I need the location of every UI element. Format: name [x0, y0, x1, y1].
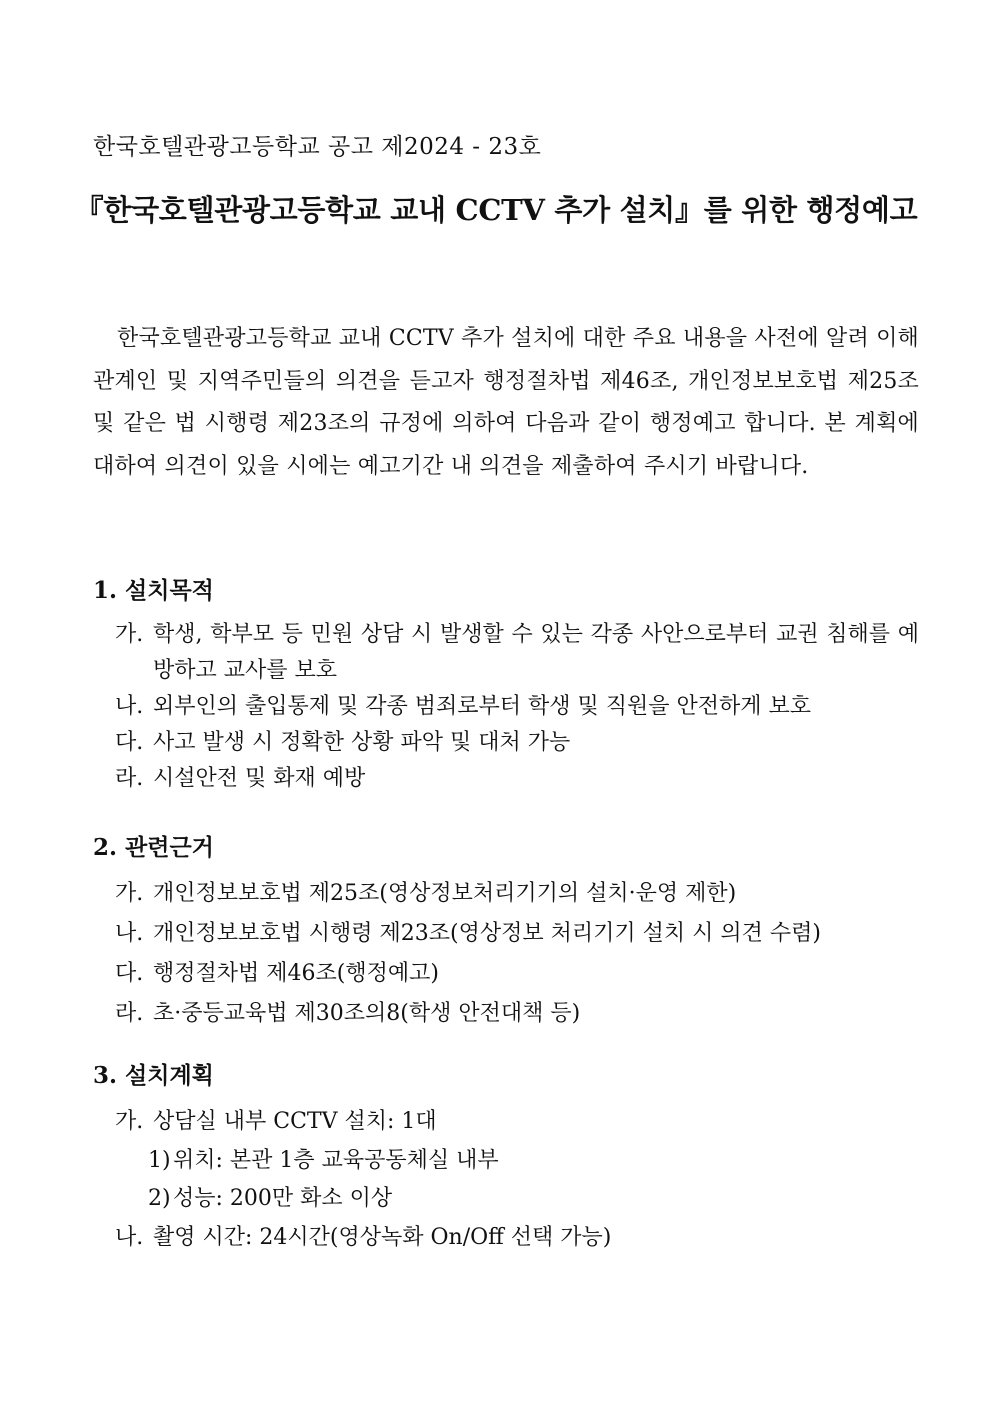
notice-number: 한국호텔관광고등학교 공고 제2024 - 23호	[93, 134, 542, 160]
list-marker: 라.	[115, 766, 144, 791]
list-item-text: 위치: 본관 1층 교육공동체실 내부	[173, 1148, 499, 1173]
list-item	[93, 1218, 933, 1258]
list-marker: 나.	[115, 694, 144, 719]
section-installation-plan	[93, 1058, 933, 1258]
list-item-text: 개인정보보호법 시행령 제23조(영상정보 처리기기 설치 시 의견 수렴)	[153, 921, 821, 946]
list-item-text: 성능: 200만 화소 이상	[173, 1186, 393, 1211]
list-item-text: 외부인의 출입통제 및 각종 범죄로부터 학생 및 직원을 안전하게 보호	[153, 694, 811, 719]
section-heading: 3. 설치계획	[93, 1062, 214, 1089]
list-marker: 다.	[115, 961, 144, 986]
list-item	[93, 874, 933, 914]
list-item	[93, 994, 933, 1034]
list-marker: 라.	[115, 1001, 144, 1026]
section-heading: 2. 관련근거	[93, 834, 214, 861]
list-item	[93, 914, 933, 954]
list-marker: 다.	[115, 730, 144, 755]
list-item-text: 촬영 시간: 24시간(영상녹화 On/Off 선택 가능)	[153, 1225, 612, 1250]
list-item-text: 초·중등교육법 제30조의8(학생 안전대책 등)	[153, 1001, 581, 1026]
list-item-text: 행정절차법 제46조(행정예고)	[153, 961, 439, 986]
section-legal-basis	[93, 830, 933, 1034]
page-title: 『한국호텔관광고등학교 교내 CCTV 추가 설치』를 위한 행정예고	[74, 193, 918, 227]
list-item	[93, 1102, 933, 1142]
list-item-text: 개인정보보호법 제25조(영상정보처리기기의 설치·운영 제한)	[153, 881, 737, 906]
list-marker: 가.	[115, 622, 144, 647]
intro-paragraph: 한국호텔관광고등학교 교내 CCTV 추가 설치에 대한 주요 내용을 사전에 알려 이해관계인 및 지역주민들의 의견을 듣고자 행정절차법 제46조, 개인정보보호법 제25조 및 같은 법 시행령 제23조의 규정에 의하여 다음과 같이 행정예고 합니다. 본 계획에 대하여 의견이 있을 시에는 예고기간 내 의견을 제출하여 주시기 바랍니다.	[93, 326, 919, 479]
list-item	[93, 617, 919, 689]
list-item	[93, 689, 933, 725]
list-item	[93, 725, 933, 761]
list-item-text: 시설안전 및 화재 예방	[153, 766, 366, 791]
list-marker: 가.	[115, 881, 144, 906]
list-item-text: 상담실 내부 CCTV 설치: 1대	[153, 1109, 437, 1134]
list-marker: 나.	[115, 1225, 144, 1250]
section-heading: 1. 설치목적	[93, 577, 214, 604]
list-marker: 나.	[115, 921, 144, 946]
list-item-text: 학생, 학부모 등 민원 상담 시 발생할 수 있는 각종 사안으로부터 교권 침해를 예방하고 교사를 보호	[153, 622, 919, 683]
sub-list-item	[93, 1142, 933, 1180]
list-marker: 1)	[148, 1148, 171, 1173]
list-item	[93, 954, 933, 994]
list-item	[93, 761, 933, 797]
list-marker: 2)	[148, 1186, 171, 1211]
section-installation-purpose	[93, 573, 933, 797]
sub-list-item	[93, 1180, 933, 1218]
list-item-text: 사고 발생 시 정확한 상황 파악 및 대처 가능	[153, 730, 571, 755]
list-marker: 가.	[115, 1109, 144, 1134]
